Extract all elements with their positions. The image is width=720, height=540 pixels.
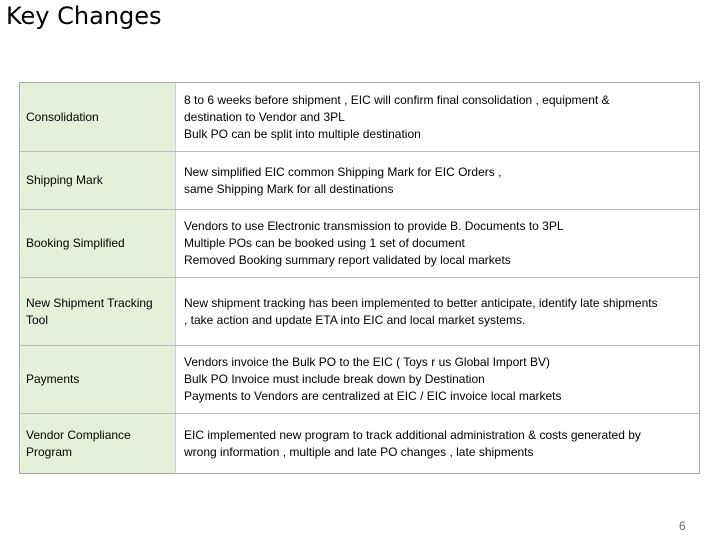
description-line: wrong information , multiple and late PO changes , late shipments (184, 444, 534, 459)
table-row (20, 210, 699, 278)
row-description (176, 414, 699, 473)
description-line: EIC implemented new program to track additional administration & costs generated by (184, 427, 641, 442)
slide-title: Key Changes (6, 2, 162, 30)
table-row (20, 152, 699, 210)
description-line: Bulk PO can be split into multiple destination (184, 126, 421, 141)
description-line: Payments to Vendors are centralized at EIC / EIC invoice local markets (184, 389, 562, 403)
description-line: Vendors to use Electronic transmission to provide B. Documents to 3PL (184, 219, 564, 233)
description-line: Vendors invoice the Bulk PO to the EIC ( Toys r us Global Import BV) (184, 355, 550, 369)
description-line: New shipment tracking has been implemented to better anticipate, identify late shipments (184, 295, 658, 310)
row-description (176, 152, 699, 209)
row-description (176, 278, 699, 345)
description-line: same Shipping Mark for all destinations (184, 181, 394, 196)
row-label: Shipping Mark (20, 152, 176, 209)
table-row (20, 278, 699, 346)
row-label: Vendor Compliance Program (20, 414, 176, 473)
description-line: New simplified EIC common Shipping Mark for EIC Orders , (184, 164, 502, 179)
description-line: Bulk PO Invoice must include break down by Destination (184, 372, 485, 386)
key-changes-table (19, 82, 700, 474)
page-number: 6 (679, 519, 686, 533)
row-description (176, 210, 699, 277)
table-row (20, 414, 699, 473)
row-label: Booking Simplified (20, 210, 176, 277)
description-line: 8 to 6 weeks before shipment , EIC will confirm final consolidation , equipment & (184, 92, 610, 107)
description-line: Removed Booking summary report validated by local markets (184, 253, 511, 267)
description-line: Multiple POs can be booked using 1 set of document (184, 236, 465, 250)
row-description (176, 346, 699, 413)
table-row (20, 83, 699, 152)
description-line: , take action and update ETA into EIC and local market systems. (184, 312, 526, 327)
row-label: New Shipment Tracking Tool (20, 278, 176, 345)
row-label: Consolidation (20, 83, 176, 151)
row-description (176, 83, 699, 151)
table-row (20, 346, 699, 414)
row-label: Payments (20, 346, 176, 413)
description-line: destination to Vendor and 3PL (184, 109, 345, 124)
